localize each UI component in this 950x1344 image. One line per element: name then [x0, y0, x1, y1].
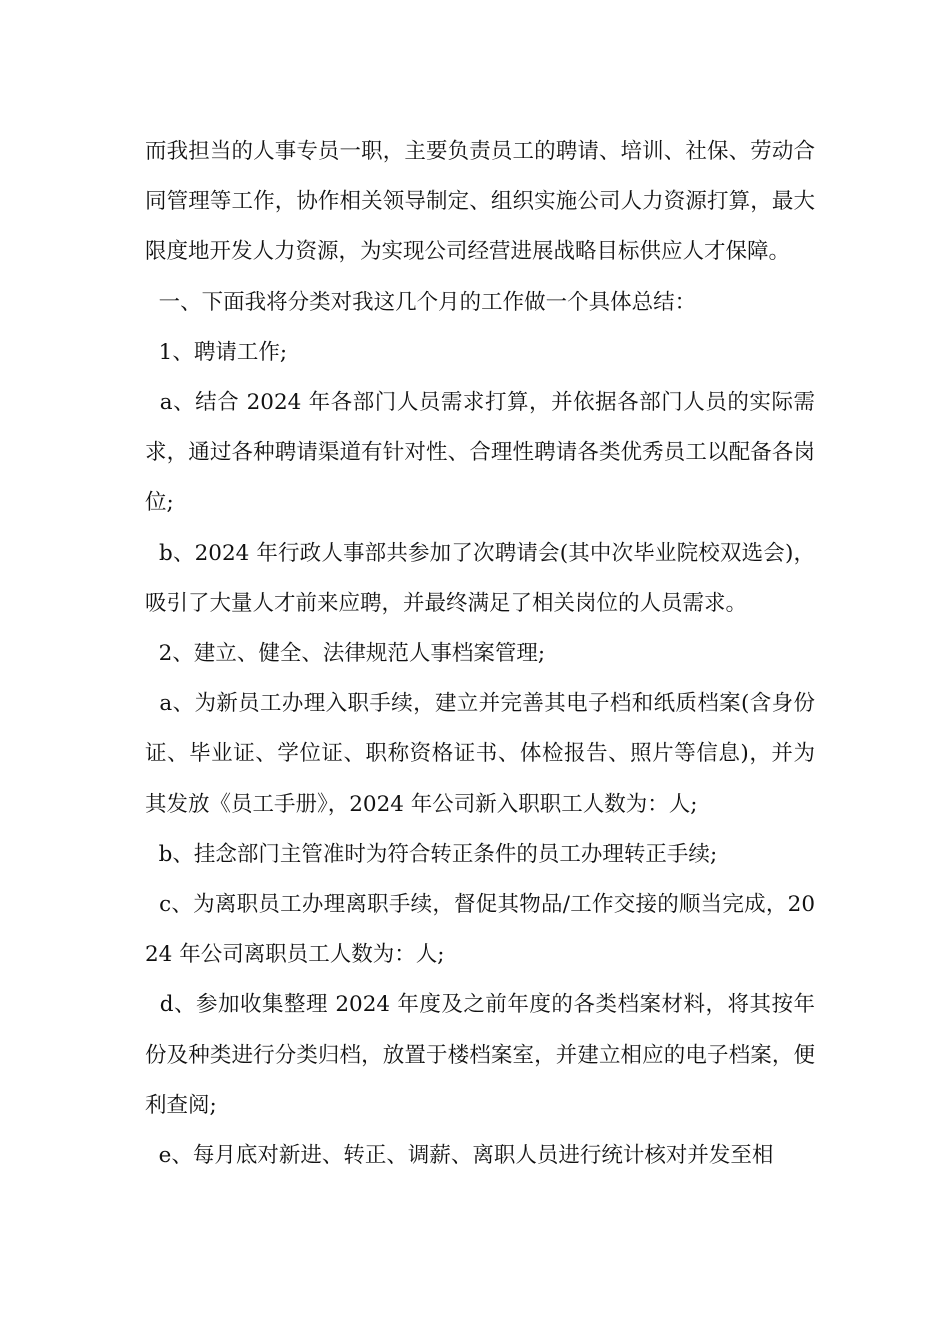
paragraph-recruitment-b: b、2024 年行政人事部共参加了次聘请会(其中次毕业院校双选会)，吸引了大量人才前来应聘，并最终满足了相关岗位的人员需求。 [145, 540, 816, 616]
heading-archive-management: 2、建立、健全、法律规范人事档案管理; [145, 641, 546, 667]
paragraph-archive-a: a、为新员工办理入职手续，建立并完善其电子档和纸质档案(含身份证、毕业证、学位证、职称资格证书、体检报告、照片等信息)，并为其发放《员工手册》，2024 年公司新入职职工人数为：人; [145, 691, 815, 817]
paragraph-archive-d: d、参加收集整理 2024 年度及之前年度的各类档案材料，将其按年份及种类进行分类归档，放置于楼档案室，并建立相应的电子档案，便利查阅; [145, 992, 815, 1118]
paragraph-recruitment-a: a、结合 2024 年各部门人员需求打算，并依据各部门人员的实际需求，通过各种聘请渠道有针对性、合理性聘请各类优秀员工以配备各岗位; [145, 390, 815, 516]
paragraph-archive-c: c、为离职员工办理离职手续，督促其物品/工作交接的顺当完成，2024 年公司离职员工人数为：人; [145, 892, 815, 968]
heading-recruitment: 1、聘请工作; [145, 339, 288, 365]
paragraph-summary-intro: 一、下面我将分类对我这几个月的工作做一个具体总结： [145, 289, 697, 315]
paragraph-role-description: 而我担当的人事专员一职，主要负责员工的聘请、培训、社保、劳动合同管理等工作，协作相关领导制定、组织实施公司人力资源打算，最大限度地开发人力资源，为实现公司经营进展战略目标供应人才保障。 [145, 139, 815, 265]
document-body [145, 127, 815, 1181]
paragraph-archive-e: e、每月底对新进、转正、调薪、离职人员进行统计核对并发至相 [145, 1143, 774, 1169]
paragraph-archive-b: b、挂念部门主管准时为符合转正条件的员工办理转正手续; [145, 841, 718, 867]
